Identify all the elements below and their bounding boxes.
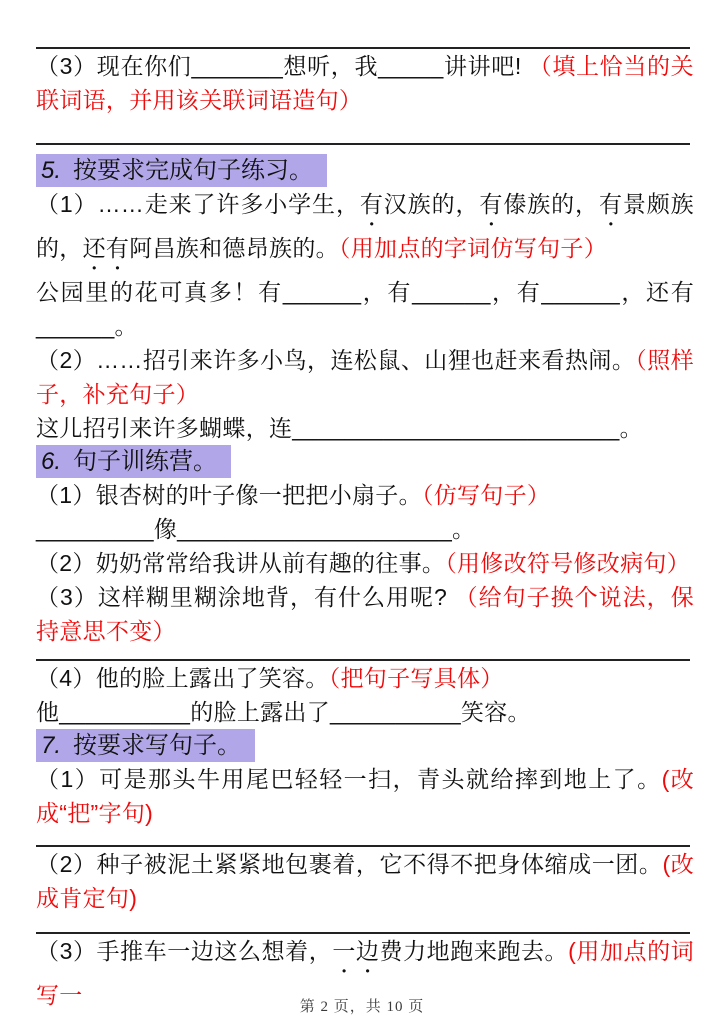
section-number: 7. — [41, 732, 62, 759]
question-6-1-answer — [36, 512, 694, 546]
dotted-word: 还有 — [82, 235, 130, 261]
question-6-3 — [36, 580, 694, 648]
question-instruction: (改成“把”字句) — [36, 766, 695, 826]
question-instruction: （给句子换个说法，保持意思不变） — [36, 584, 694, 644]
section-6-header-row — [36, 445, 694, 478]
question-6-4-answer — [36, 695, 694, 729]
question-text: （1）可是那头牛用尾巴轻轻一扫，青头就给摔到地上了。 — [36, 766, 662, 792]
section-5-header-row — [36, 154, 694, 187]
question-5-2-answer — [36, 411, 694, 445]
question-text: 汉族的， — [383, 191, 480, 217]
fill-blank-sentence: 公园里的花可真多！有______，有______，有______，还有______。 — [36, 279, 694, 339]
question-text: （3）现在你们_______想听，我_____讲讲吧! — [36, 53, 529, 79]
section-title: 句子训练营。 — [73, 448, 218, 475]
question-7-1 — [36, 762, 694, 830]
fill-blank-sentence: 这儿招引来许多蝴蝶，连_________________________。 — [36, 415, 643, 441]
question-text: （3）这样糊里糊涂地背，有什么用呢? — [36, 584, 455, 610]
question-5-1-answer — [36, 275, 694, 343]
question-text: （3）手推车一边这么想着， — [36, 938, 333, 964]
question-instruction: （仿写句子） — [421, 482, 551, 508]
question-text: （1）……走来了许多小学生， — [36, 191, 360, 217]
question-text: 傣族的， — [503, 191, 599, 217]
question-instruction: （填上恰当的关联词语，并用该关联词语造句） — [36, 53, 694, 113]
question-5-1 — [36, 187, 694, 275]
section-6-header — [36, 445, 231, 478]
dotted-word: 有 — [598, 191, 623, 217]
section-7-header-row — [36, 729, 694, 762]
question-text: 景颇族的， — [36, 191, 694, 261]
fill-blank-sentence: _________像_____________________。 — [36, 516, 476, 542]
question-5-2 — [36, 343, 694, 411]
section-5-header — [36, 154, 327, 187]
page-footer: 第 2 页，共 10 页 — [299, 999, 425, 1015]
question-instruction: （把句子写具体） — [328, 665, 504, 691]
question-text: （2）……招引来许多小鸟，连松鼠、山狸也赶来看热闹。 — [36, 347, 636, 373]
question-instruction: (改成肯定句) — [36, 851, 694, 911]
section-title: 按要求写句子。 — [73, 732, 242, 759]
question-text: 费力地跑来跑去。 — [379, 938, 569, 964]
question-instruction: (用加点的词写一 — [36, 938, 694, 1008]
question-text: （1）银杏树的叶子像一把把小扇子。 — [36, 482, 422, 508]
answer-line — [36, 143, 690, 145]
question-text: （4）他的脸上露出了笑容。 — [36, 665, 329, 691]
section-number: 5. — [41, 157, 62, 184]
question-7-2 — [36, 847, 694, 915]
question-6-1 — [36, 478, 694, 512]
question-3 — [36, 49, 694, 117]
dotted-word: 有 — [359, 191, 384, 217]
dotted-word: 有 — [479, 191, 504, 217]
question-text: （2）种子被泥土紧紧地包裹着，它不得不把身体缩成一团。 — [36, 851, 663, 877]
fill-blank-sentence: 他__________的脸上露出了__________笑容。 — [36, 699, 531, 725]
section-title: 按要求完成句子练习。 — [73, 157, 314, 184]
question-text: （2）奶奶常常给我讲从前有趣的往事。 — [36, 550, 446, 576]
question-text: 阿昌族和德昂族的。 — [129, 235, 339, 261]
section-7-header — [36, 729, 255, 762]
question-instruction: （照样子，补充句子） — [36, 347, 694, 407]
question-instruction: （用加点的字词仿写句子） — [338, 235, 608, 261]
question-6-2 — [36, 546, 694, 580]
question-instruction: （用修改符号修改病句） — [445, 550, 691, 576]
section-number: 6. — [41, 448, 62, 475]
question-6-4 — [36, 661, 694, 695]
dotted-word: 一边 — [332, 938, 380, 964]
